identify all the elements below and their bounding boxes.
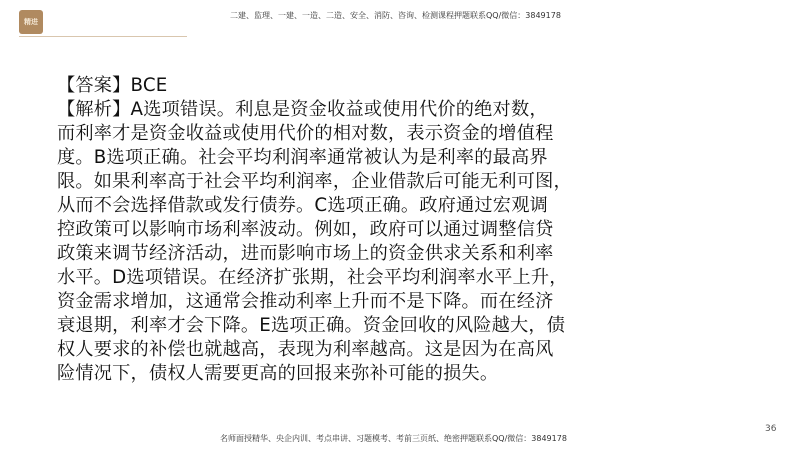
explanation-line: 限。如果利率高于社会平均利润率，企业借款后可能无利可图，: [57, 171, 572, 192]
explanation-line: 【解析】A选项错误。利息是资金收益或使用代价的绝对数，: [57, 99, 548, 120]
explanation-line: 水平。D选项错误。在经济扩张期，社会平均利润率水平上升，: [57, 267, 568, 288]
footer-contact-text: 名师面授精华、央企内训、考点串讲、习题模考、考前三页纸、绝密押题联系QQ/微信：3849178: [220, 434, 567, 443]
brand-logo: [19, 10, 43, 34]
explanation-line: 资金需求增加，这通常会推动利率上升而不是下降。而在经济: [57, 291, 554, 312]
header-contact-text: 二建、监理、一建、一造、二造、安全、消防、咨询、检测课程押题联系QQ/微信：3849178: [230, 11, 561, 20]
explanation-line: 险情况下，债权人需要更高的回报来弥补可能的损失。: [57, 363, 499, 384]
explanation-line: 度。B选项正确。社会平均利润率通常被认为是利率的最高界: [57, 147, 548, 168]
header-divider: [19, 36, 187, 37]
explanation-line: 而利率才是资金收益或使用代价的相对数，表示资金的增值程: [57, 123, 554, 144]
explanation-line: 衰退期，利率才会下降。E选项正确。资金回收的风险越大，债: [57, 315, 566, 336]
explanation-line: 政策来调节经济活动，进而影响市场上的资金供求关系和利率: [57, 243, 554, 264]
explanation-line: 控政策可以影响市场利率波动。例如，政府可以通过调整信贷: [57, 219, 554, 240]
answer-line: 【答案】BCE: [57, 75, 168, 96]
page-number: 36: [765, 424, 777, 434]
answer-explanation: [57, 74, 617, 386]
explanation-line: 从而不会选择借款或发行债券。C选项正确。政府通过宏观调: [57, 195, 548, 216]
brand-logo-text: 精进: [24, 18, 38, 26]
explanation-line: 权人要求的补偿也就越高，表现为利率越高。这是因为在高风: [57, 339, 554, 360]
